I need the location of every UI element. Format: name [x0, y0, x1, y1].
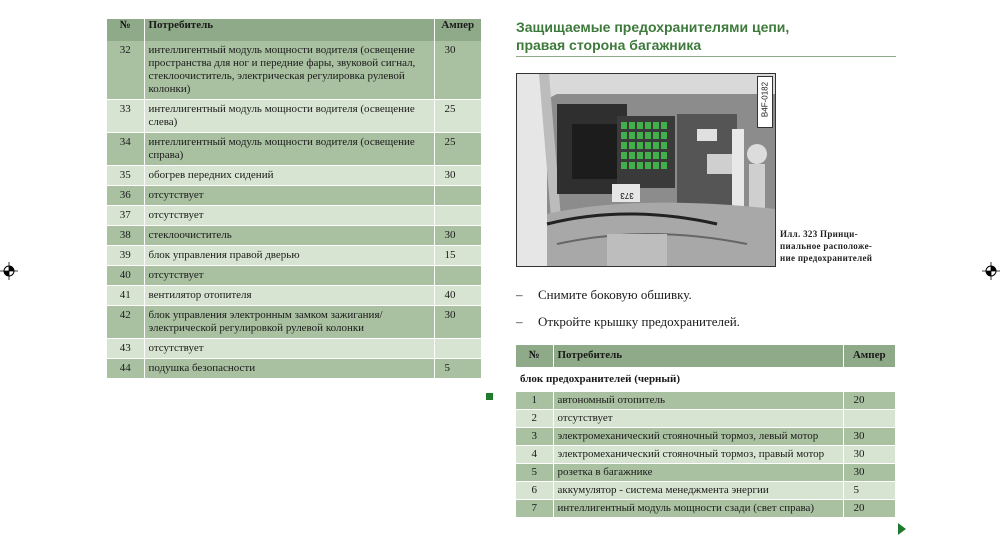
step-2-text: Откройте крышку предохранителей.: [538, 314, 740, 329]
row-amp: [434, 186, 481, 206]
fuse-box-photo: [516, 73, 776, 267]
table-row: [516, 410, 895, 428]
row-amp: 5: [843, 482, 895, 500]
row-num: 34: [107, 133, 144, 166]
row-consumer: подушка безопасности: [144, 359, 434, 379]
header-consumer: Потребитель: [144, 19, 434, 41]
table-row: [516, 446, 895, 464]
header-num: №: [119, 19, 131, 31]
row-num: 2: [516, 410, 553, 428]
row-consumer: аккумулятор - система менеджмента энергии: [553, 482, 843, 500]
row-num: 44: [107, 359, 144, 379]
row-amp: 25: [434, 100, 481, 133]
fuse-box-illustration: [517, 74, 775, 266]
row-consumer: вентилятор отопителя: [144, 286, 434, 306]
row-amp: [434, 266, 481, 286]
section-title: [516, 18, 896, 57]
table-row: [516, 500, 895, 518]
row-consumer: автономный отопитель: [553, 392, 843, 410]
row-num: 33: [107, 100, 144, 133]
row-consumer: обогрев передних сидений: [144, 166, 434, 186]
registration-mark-left-icon: [0, 262, 18, 280]
row-consumer: блок управления электронным замком зажигания/ электрической регулировкой рулевой колонки: [144, 306, 434, 339]
table-row: [107, 246, 481, 266]
step-dash: –: [516, 287, 523, 302]
table-header-row: [107, 19, 481, 41]
instruction-step-2: [516, 314, 740, 330]
photo-code: B4F-0182: [760, 81, 770, 118]
row-amp: 30: [843, 428, 895, 446]
header-amp: Ампер: [434, 19, 481, 41]
row-num: 7: [516, 500, 553, 518]
row-consumer: розетка в багажнике: [553, 464, 843, 482]
row-num: 37: [107, 206, 144, 226]
row-consumer: электромеханический стояночный тормоз, правый мотор: [553, 446, 843, 464]
row-amp: 5: [434, 359, 481, 379]
table-row: [516, 392, 895, 410]
table-row: [516, 428, 895, 446]
row-num: 35: [107, 166, 144, 186]
table-row: [107, 306, 481, 339]
header-consumer: Потребитель: [553, 345, 843, 367]
row-num: 6: [516, 482, 553, 500]
header-amp: Ампер: [843, 345, 895, 367]
row-amp: 30: [434, 166, 481, 186]
group-label: блок предохранителей (черный): [516, 367, 895, 392]
fuse-table-right: [516, 345, 895, 518]
step-1-text: Снимите боковую обшивку.: [538, 287, 692, 302]
table-row: [107, 133, 481, 166]
row-amp: 30: [434, 41, 481, 100]
table-row: [107, 206, 481, 226]
table-row: [107, 266, 481, 286]
row-amp: 15: [434, 246, 481, 266]
row-consumer: отсутствует: [144, 206, 434, 226]
table-row: [107, 166, 481, 186]
row-amp: 25: [434, 133, 481, 166]
row-num: 5: [516, 464, 553, 482]
row-consumer: интеллигентный модуль мощности водителя (освещение пространства для ног и передние фары, звуковой сигнал, стеклоочиститель, электрическая регулировка рулевой колонки): [144, 41, 434, 100]
caption-line-3: ние предохранителей: [780, 253, 873, 263]
photo-code-box: [757, 76, 773, 128]
row-consumer: электромеханический стояночный тормоз, левый мотор: [553, 428, 843, 446]
row-amp: [434, 206, 481, 226]
row-consumer: отсутствует: [553, 410, 843, 428]
row-amp: 30: [434, 306, 481, 339]
row-num: 3: [516, 428, 553, 446]
table-row: [107, 226, 481, 246]
row-amp: [843, 410, 895, 428]
row-num: 41: [107, 286, 144, 306]
instruction-step-1: [516, 287, 692, 303]
table-row: [516, 482, 895, 500]
table-row: [107, 286, 481, 306]
caption-line-1: Илл. 323 Принци-: [780, 229, 858, 239]
fuse-table-left: [107, 19, 481, 379]
row-num: 36: [107, 186, 144, 206]
row-consumer: отсутствует: [144, 266, 434, 286]
header-num: №: [528, 349, 540, 361]
table-row: [107, 359, 481, 379]
row-num: 38: [107, 226, 144, 246]
figure-caption: [780, 228, 895, 264]
row-num: 43: [107, 339, 144, 359]
row-consumer: отсутствует: [144, 186, 434, 206]
step-dash: –: [516, 314, 523, 329]
row-num: 32: [107, 41, 144, 100]
row-amp: 30: [843, 446, 895, 464]
row-num: 39: [107, 246, 144, 266]
table-row: [516, 464, 895, 482]
row-amp: 20: [843, 392, 895, 410]
row-amp: 40: [434, 286, 481, 306]
title-line-2: правая сторона багажника: [516, 37, 702, 53]
table-row: [107, 339, 481, 359]
row-num: 1: [516, 392, 553, 410]
row-amp: 30: [843, 464, 895, 482]
group-row: [516, 367, 895, 392]
row-consumer: интеллигентный модуль мощности водителя (освещение слева): [144, 100, 434, 133]
row-amp: [434, 339, 481, 359]
row-consumer: стеклоочиститель: [144, 226, 434, 246]
table-row: [107, 186, 481, 206]
row-consumer: блок управления правой дверью: [144, 246, 434, 266]
registration-mark-right-icon: [982, 262, 1000, 280]
next-page-arrow-icon: [898, 523, 906, 535]
caption-line-2: пиальное расположе-: [780, 241, 873, 251]
table-header-row: [516, 345, 895, 367]
table-row: [107, 100, 481, 133]
table-row: [107, 41, 481, 100]
row-num: 42: [107, 306, 144, 339]
row-amp: 20: [843, 500, 895, 518]
row-num: 4: [516, 446, 553, 464]
row-amp: 30: [434, 226, 481, 246]
row-consumer: отсутствует: [144, 339, 434, 359]
row-num: 40: [107, 266, 144, 286]
end-of-section-marker-icon: [486, 393, 493, 400]
row-consumer: интеллигентный модуль мощности водителя (освещение справа): [144, 133, 434, 166]
row-consumer: интеллигентный модуль мощности сзади (свет справа): [553, 500, 843, 518]
photo-label: 373: [620, 191, 634, 200]
title-line-1: Защищаемые предохранителями цепи,: [516, 19, 790, 35]
